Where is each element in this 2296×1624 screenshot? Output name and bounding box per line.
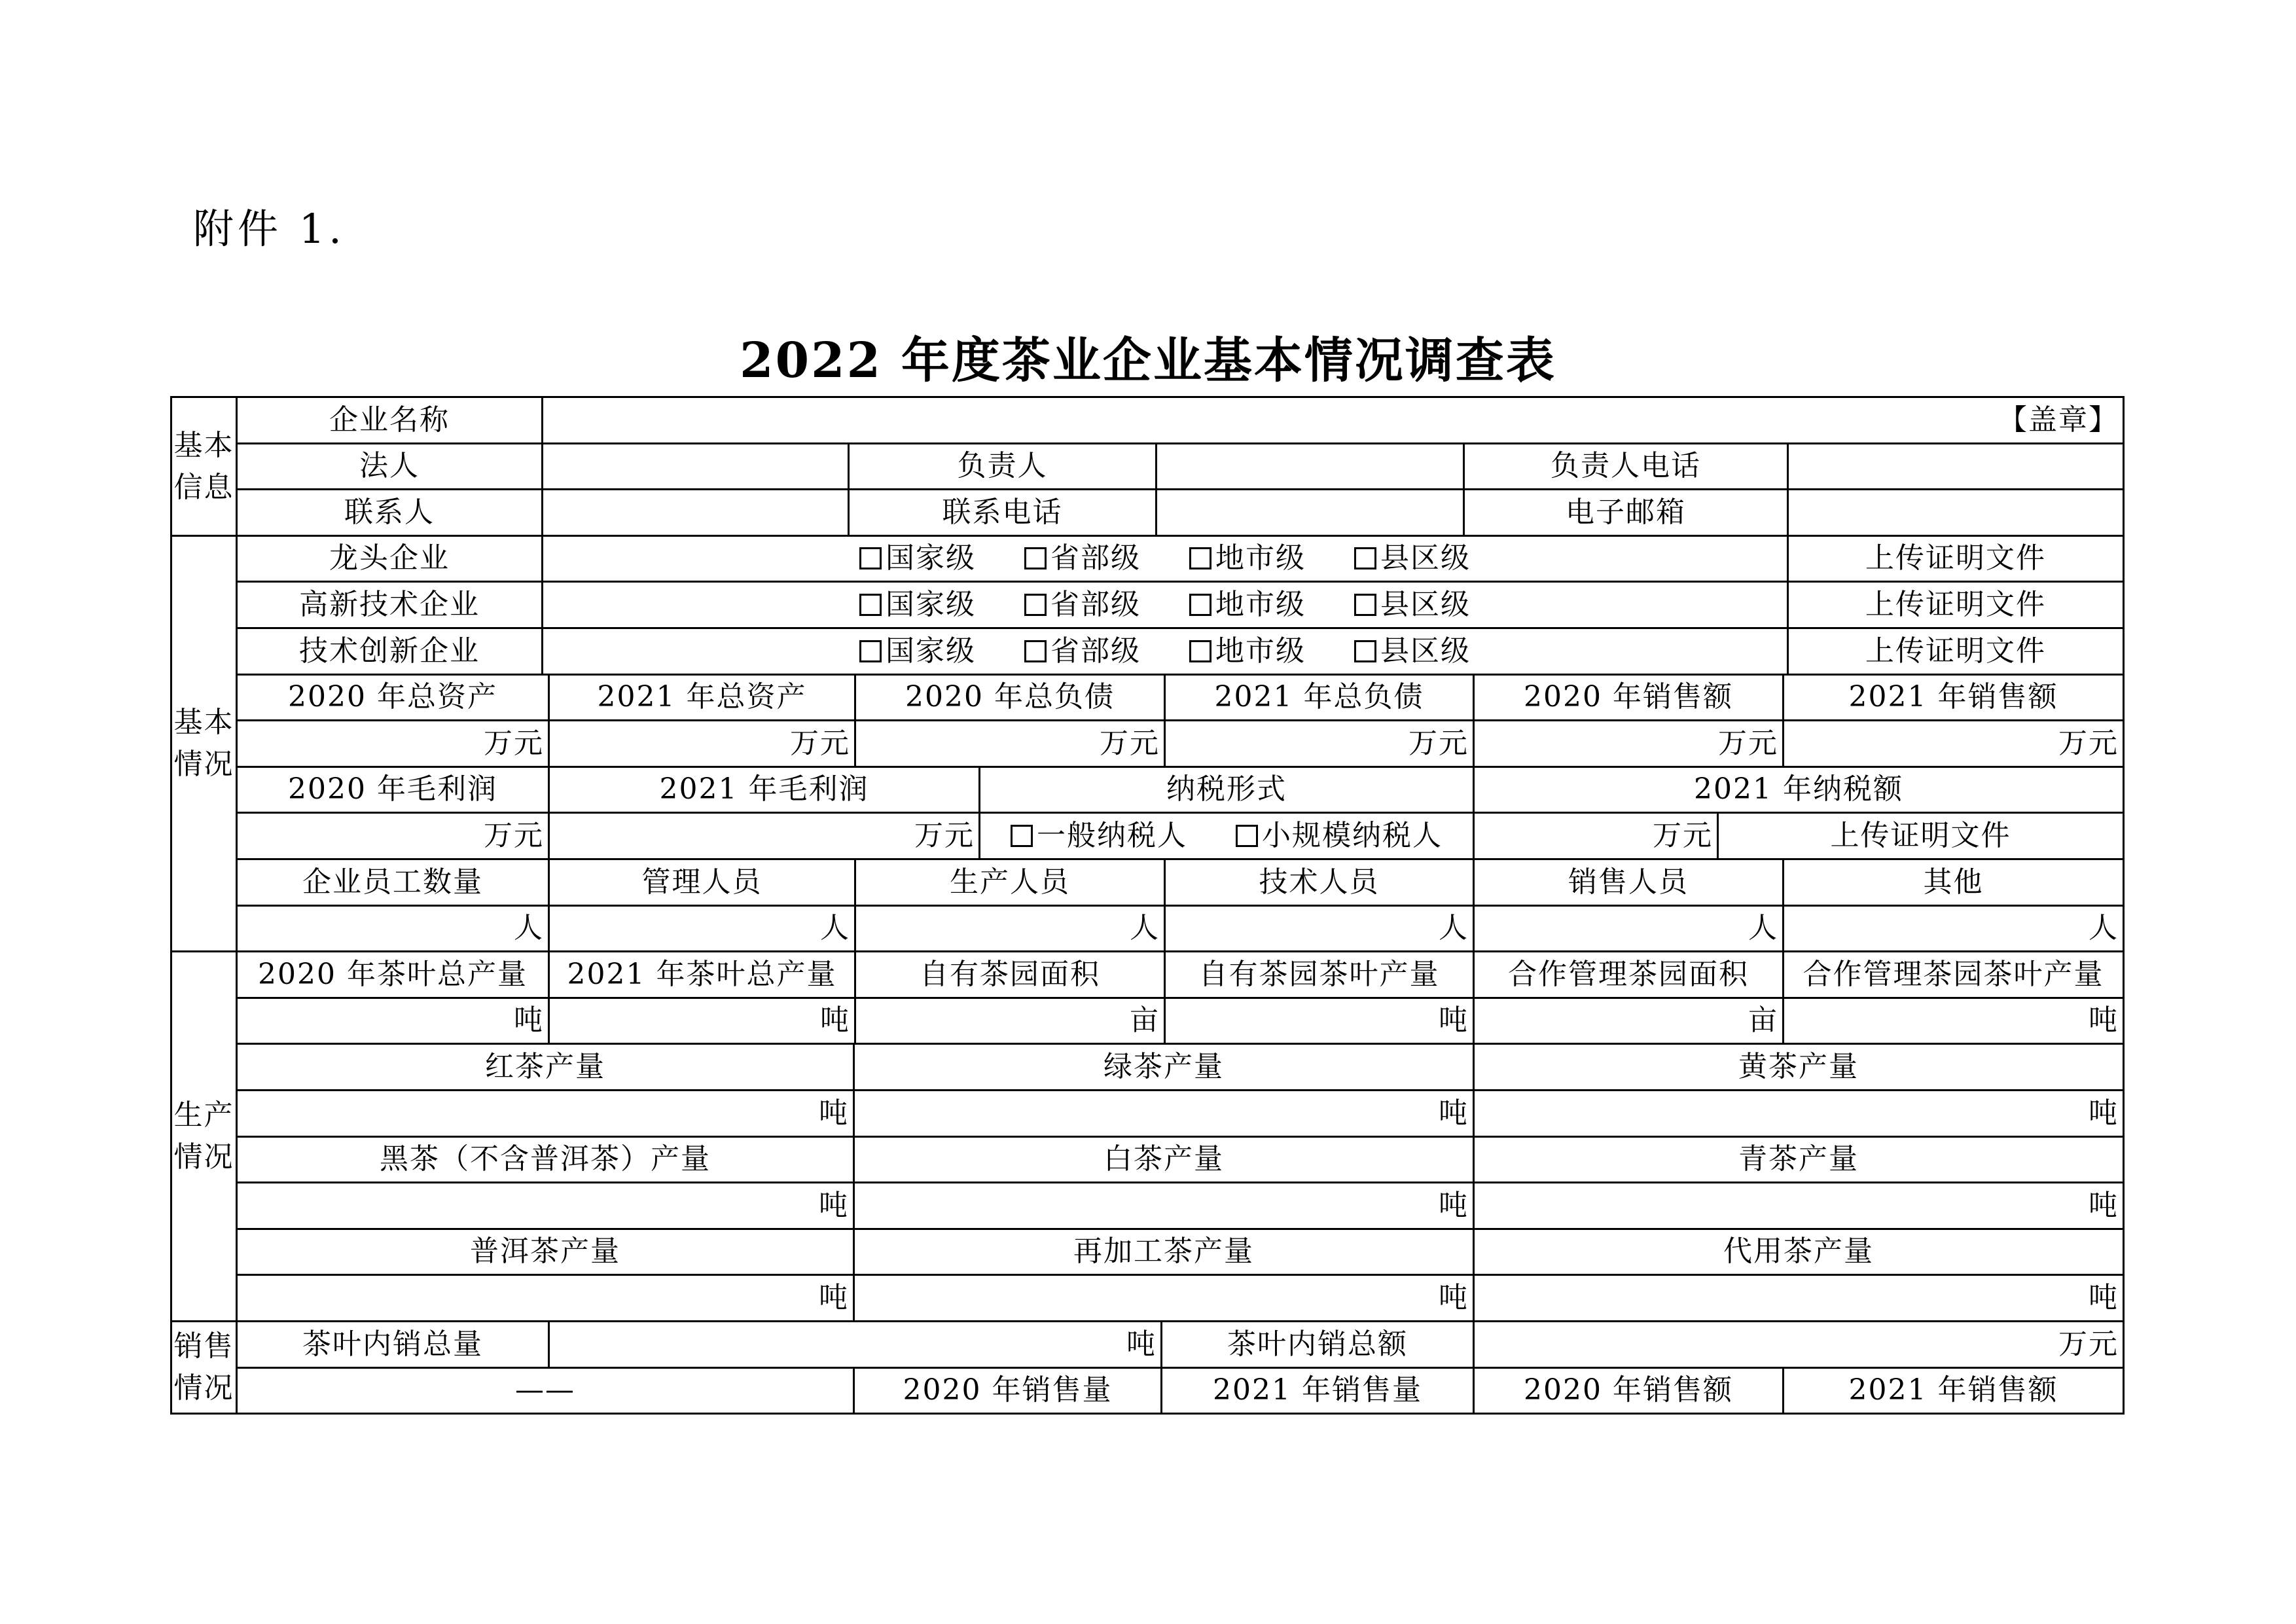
qualification-levels — [541, 581, 1789, 629]
production-header: 自有茶园茶叶产量 — [1164, 950, 1475, 999]
checkbox-icon[interactable] — [1189, 640, 1211, 662]
qualification-levels-option-3[interactable] — [1354, 588, 1471, 623]
legal-input-1[interactable] — [541, 442, 850, 490]
finance-header: 2021 年销售额 — [1782, 674, 2125, 721]
tea-type-label: 青茶产量 — [1473, 1136, 2125, 1183]
profit-input[interactable]: 万元 — [236, 812, 550, 860]
checkbox-icon[interactable] — [1011, 825, 1033, 847]
staff-input[interactable]: 人 — [1782, 905, 2125, 952]
production-input[interactable]: 吨 — [548, 997, 856, 1045]
profit-input[interactable]: 万元 — [548, 812, 980, 860]
section-basic-info-line-1: 信息 — [173, 470, 234, 504]
section-sales-line-1: 情况 — [173, 1371, 234, 1405]
checkbox-icon[interactable] — [859, 594, 882, 616]
legal-input-3[interactable] — [1787, 442, 2125, 490]
tea-type-label: 白茶产量 — [853, 1136, 1475, 1183]
qualification-levels-option-2[interactable] — [1189, 541, 1306, 576]
upload-proof-button[interactable]: 上传证明文件 — [1787, 535, 2125, 583]
section-basic-status-line-1: 情况 — [173, 748, 234, 781]
production-header: 自有茶园面积 — [854, 950, 1166, 999]
contact-input-1[interactable] — [541, 488, 850, 537]
production-input[interactable]: 吨 — [1164, 997, 1475, 1045]
qualification-levels-option-label: 省部级 — [1050, 587, 1141, 621]
staff-header: 管理人员 — [548, 858, 856, 907]
checkbox-icon[interactable] — [859, 640, 882, 662]
finance-input[interactable]: 万元 — [854, 719, 1166, 768]
tax-form-header: 纳税形式 — [978, 766, 1475, 814]
tea-type-input[interactable]: 吨 — [236, 1274, 855, 1322]
qualification-levels-option-label: 地市级 — [1215, 587, 1306, 621]
survey-table — [170, 396, 2123, 1423]
tea-type-input[interactable]: 吨 — [236, 1182, 855, 1230]
finance-input[interactable]: 万元 — [1164, 719, 1475, 768]
tea-type-label: 黑茶（不含普洱茶）产量 — [236, 1136, 855, 1183]
section-basic-status-line-0: 基本 — [173, 706, 234, 740]
section-production-line-1: 情况 — [173, 1140, 234, 1174]
production-header: 合作管理茶园面积 — [1473, 950, 1784, 999]
form-title: 2022 年度茶业企业基本情况调查表 — [740, 333, 1556, 389]
sales-header: 2021 年销售额 — [1782, 1367, 2125, 1415]
tax-form-option-0[interactable] — [1011, 819, 1187, 854]
profit-header: 2020 年毛利润 — [236, 766, 550, 814]
sales-header: 2020 年销售量 — [853, 1367, 1162, 1415]
section-sales — [170, 1320, 238, 1415]
staff-input[interactable]: 人 — [1164, 905, 1475, 952]
qualification-levels-option-3[interactable] — [1354, 634, 1471, 669]
qualification-levels-option-label: 县区级 — [1380, 587, 1471, 621]
section-sales-line-0: 销售 — [173, 1329, 234, 1363]
qualification-levels-option-label: 县区级 — [1380, 634, 1471, 668]
tax-form-option-label: 一般纳税人 — [1037, 818, 1187, 852]
tea-type-input[interactable]: 吨 — [853, 1274, 1475, 1322]
checkbox-icon[interactable] — [1354, 640, 1376, 662]
legal-label-1: 法人 — [236, 442, 543, 490]
company-name-label: 企业名称 — [236, 396, 543, 444]
checkbox-icon[interactable] — [1024, 640, 1047, 662]
qualification-levels-option-3[interactable] — [1354, 541, 1471, 576]
legal-label-2: 负责人 — [848, 442, 1157, 490]
qualification-levels-option-label: 国家级 — [886, 541, 976, 575]
finance-header: 2020 年总资产 — [236, 674, 550, 721]
staff-input[interactable]: 人 — [1473, 905, 1784, 952]
staff-header: 销售人员 — [1473, 858, 1784, 907]
production-input[interactable]: 亩 — [1473, 997, 1784, 1045]
qualification-levels-option-label: 国家级 — [886, 634, 976, 668]
qualification-label: 技术创新企业 — [236, 627, 543, 676]
contact-input-2[interactable] — [1155, 488, 1465, 537]
finance-header: 2021 年总负债 — [1164, 674, 1475, 721]
profit-header: 2021 年毛利润 — [548, 766, 980, 814]
production-header: 合作管理茶园茶叶产量 — [1782, 950, 2125, 999]
finance-input[interactable]: 万元 — [1782, 719, 2125, 768]
qualification-levels-option-0[interactable] — [859, 588, 976, 623]
finance-header: 2020 年销售额 — [1473, 674, 1784, 721]
staff-header: 其他 — [1782, 858, 2125, 907]
tea-type-label: 再加工茶产量 — [853, 1228, 1475, 1276]
production-input[interactable]: 吨 — [236, 997, 550, 1045]
contact-label-3: 电子邮箱 — [1463, 488, 1789, 537]
sales-dash: —— — [236, 1367, 855, 1415]
qualification-levels-option-label: 省部级 — [1050, 541, 1141, 575]
staff-header: 企业员工数量 — [236, 858, 550, 907]
tea-type-label: 代用茶产量 — [1473, 1228, 2125, 1276]
section-basic-info-line-0: 基本 — [173, 428, 234, 462]
contact-label-2: 联系电话 — [848, 488, 1157, 537]
section-production-line-0: 生产 — [173, 1098, 234, 1132]
qualification-levels-option-label: 省部级 — [1050, 634, 1141, 668]
checkbox-icon[interactable] — [1189, 547, 1211, 569]
seal-field[interactable]: 【盖章】 — [541, 396, 2125, 444]
qualification-levels — [541, 535, 1789, 583]
section-basic-status — [170, 535, 238, 952]
tea-type-input[interactable]: 吨 — [236, 1089, 855, 1138]
production-header: 2021 年茶叶总产量 — [548, 950, 856, 999]
finance-header: 2021 年总资产 — [548, 674, 856, 721]
qualification-levels-option-2[interactable] — [1189, 634, 1306, 669]
upload-proof-button[interactable]: 上传证明文件 — [1717, 812, 2125, 860]
tax-form-option-label: 小规模纳税人 — [1262, 818, 1443, 852]
checkbox-icon[interactable] — [1354, 547, 1376, 569]
contact-input-3[interactable] — [1787, 488, 2125, 537]
checkbox-icon[interactable] — [1236, 825, 1258, 847]
qualification-levels — [541, 627, 1789, 676]
checkbox-icon[interactable] — [1189, 594, 1211, 616]
contact-label-1: 联系人 — [236, 488, 543, 537]
checkbox-icon[interactable] — [1354, 594, 1376, 616]
qualification-levels-option-0[interactable] — [859, 541, 976, 576]
staff-header: 生产人员 — [854, 858, 1166, 907]
upload-proof-button[interactable]: 上传证明文件 — [1787, 627, 2125, 676]
qualification-levels-option-label: 县区级 — [1380, 541, 1471, 575]
checkbox-icon[interactable] — [1024, 594, 1047, 616]
tax-form — [978, 812, 1475, 860]
staff-input[interactable]: 人 — [548, 905, 856, 952]
qualification-levels-option-label: 地市级 — [1215, 634, 1306, 668]
finance-input[interactable]: 万元 — [1473, 719, 1784, 768]
qualification-levels-option-1[interactable] — [1024, 634, 1141, 669]
domestic-amount-input[interactable]: 万元 — [1473, 1320, 2125, 1369]
tax-amount-input[interactable]: 万元 — [1473, 812, 1719, 860]
qualification-levels-option-2[interactable] — [1189, 588, 1306, 623]
staff-input[interactable]: 人 — [854, 905, 1166, 952]
tea-type-input[interactable]: 吨 — [1473, 1274, 2125, 1322]
tea-type-label: 绿茶产量 — [853, 1043, 1475, 1091]
qualification-label: 高新技术企业 — [236, 581, 543, 629]
qualification-levels-option-0[interactable] — [859, 634, 976, 669]
checkbox-icon[interactable] — [1024, 547, 1047, 569]
production-input[interactable]: 亩 — [854, 997, 1166, 1045]
tea-type-input[interactable]: 吨 — [853, 1089, 1475, 1138]
qualification-levels-option-label: 地市级 — [1215, 541, 1306, 575]
legal-label-3: 负责人电话 — [1463, 442, 1789, 490]
qualification-levels-option-label: 国家级 — [886, 587, 976, 621]
finance-header: 2020 年总负债 — [854, 674, 1166, 721]
section-production — [170, 950, 238, 1322]
qualification-levels-option-1[interactable] — [1024, 588, 1141, 623]
finance-input[interactable]: 万元 — [548, 719, 856, 768]
staff-header: 技术人员 — [1164, 858, 1475, 907]
tea-type-label: 普洱茶产量 — [236, 1228, 855, 1276]
sales-header: 2021 年销售量 — [1160, 1367, 1475, 1415]
legal-input-2[interactable] — [1155, 442, 1465, 490]
qualification-levels-option-1[interactable] — [1024, 541, 1141, 576]
domestic-volume-label: 茶叶内销总量 — [236, 1320, 550, 1369]
section-basic-info — [170, 396, 238, 537]
domestic-volume-input[interactable]: 吨 — [548, 1320, 1162, 1369]
tea-type-input[interactable]: 吨 — [1473, 1089, 2125, 1138]
tea-type-input[interactable]: 吨 — [1473, 1182, 2125, 1230]
finance-input[interactable]: 万元 — [236, 719, 550, 768]
production-input[interactable]: 吨 — [1782, 997, 2125, 1045]
upload-proof-button[interactable]: 上传证明文件 — [1787, 581, 2125, 629]
tax-amount-header: 2021 年纳税额 — [1473, 766, 2125, 814]
tax-form-option-1[interactable] — [1236, 819, 1443, 854]
staff-input[interactable]: 人 — [236, 905, 550, 952]
checkbox-icon[interactable] — [859, 547, 882, 569]
attachment-label: 附件 1. — [193, 205, 346, 253]
production-header: 2020 年茶叶总产量 — [236, 950, 550, 999]
sales-header: 2020 年销售额 — [1473, 1367, 1784, 1415]
qualification-label: 龙头企业 — [236, 535, 543, 583]
tea-type-label: 红茶产量 — [236, 1043, 855, 1091]
tea-type-input[interactable]: 吨 — [853, 1182, 1475, 1230]
tea-type-label: 黄茶产量 — [1473, 1043, 2125, 1091]
domestic-amount-label: 茶叶内销总额 — [1160, 1320, 1475, 1369]
